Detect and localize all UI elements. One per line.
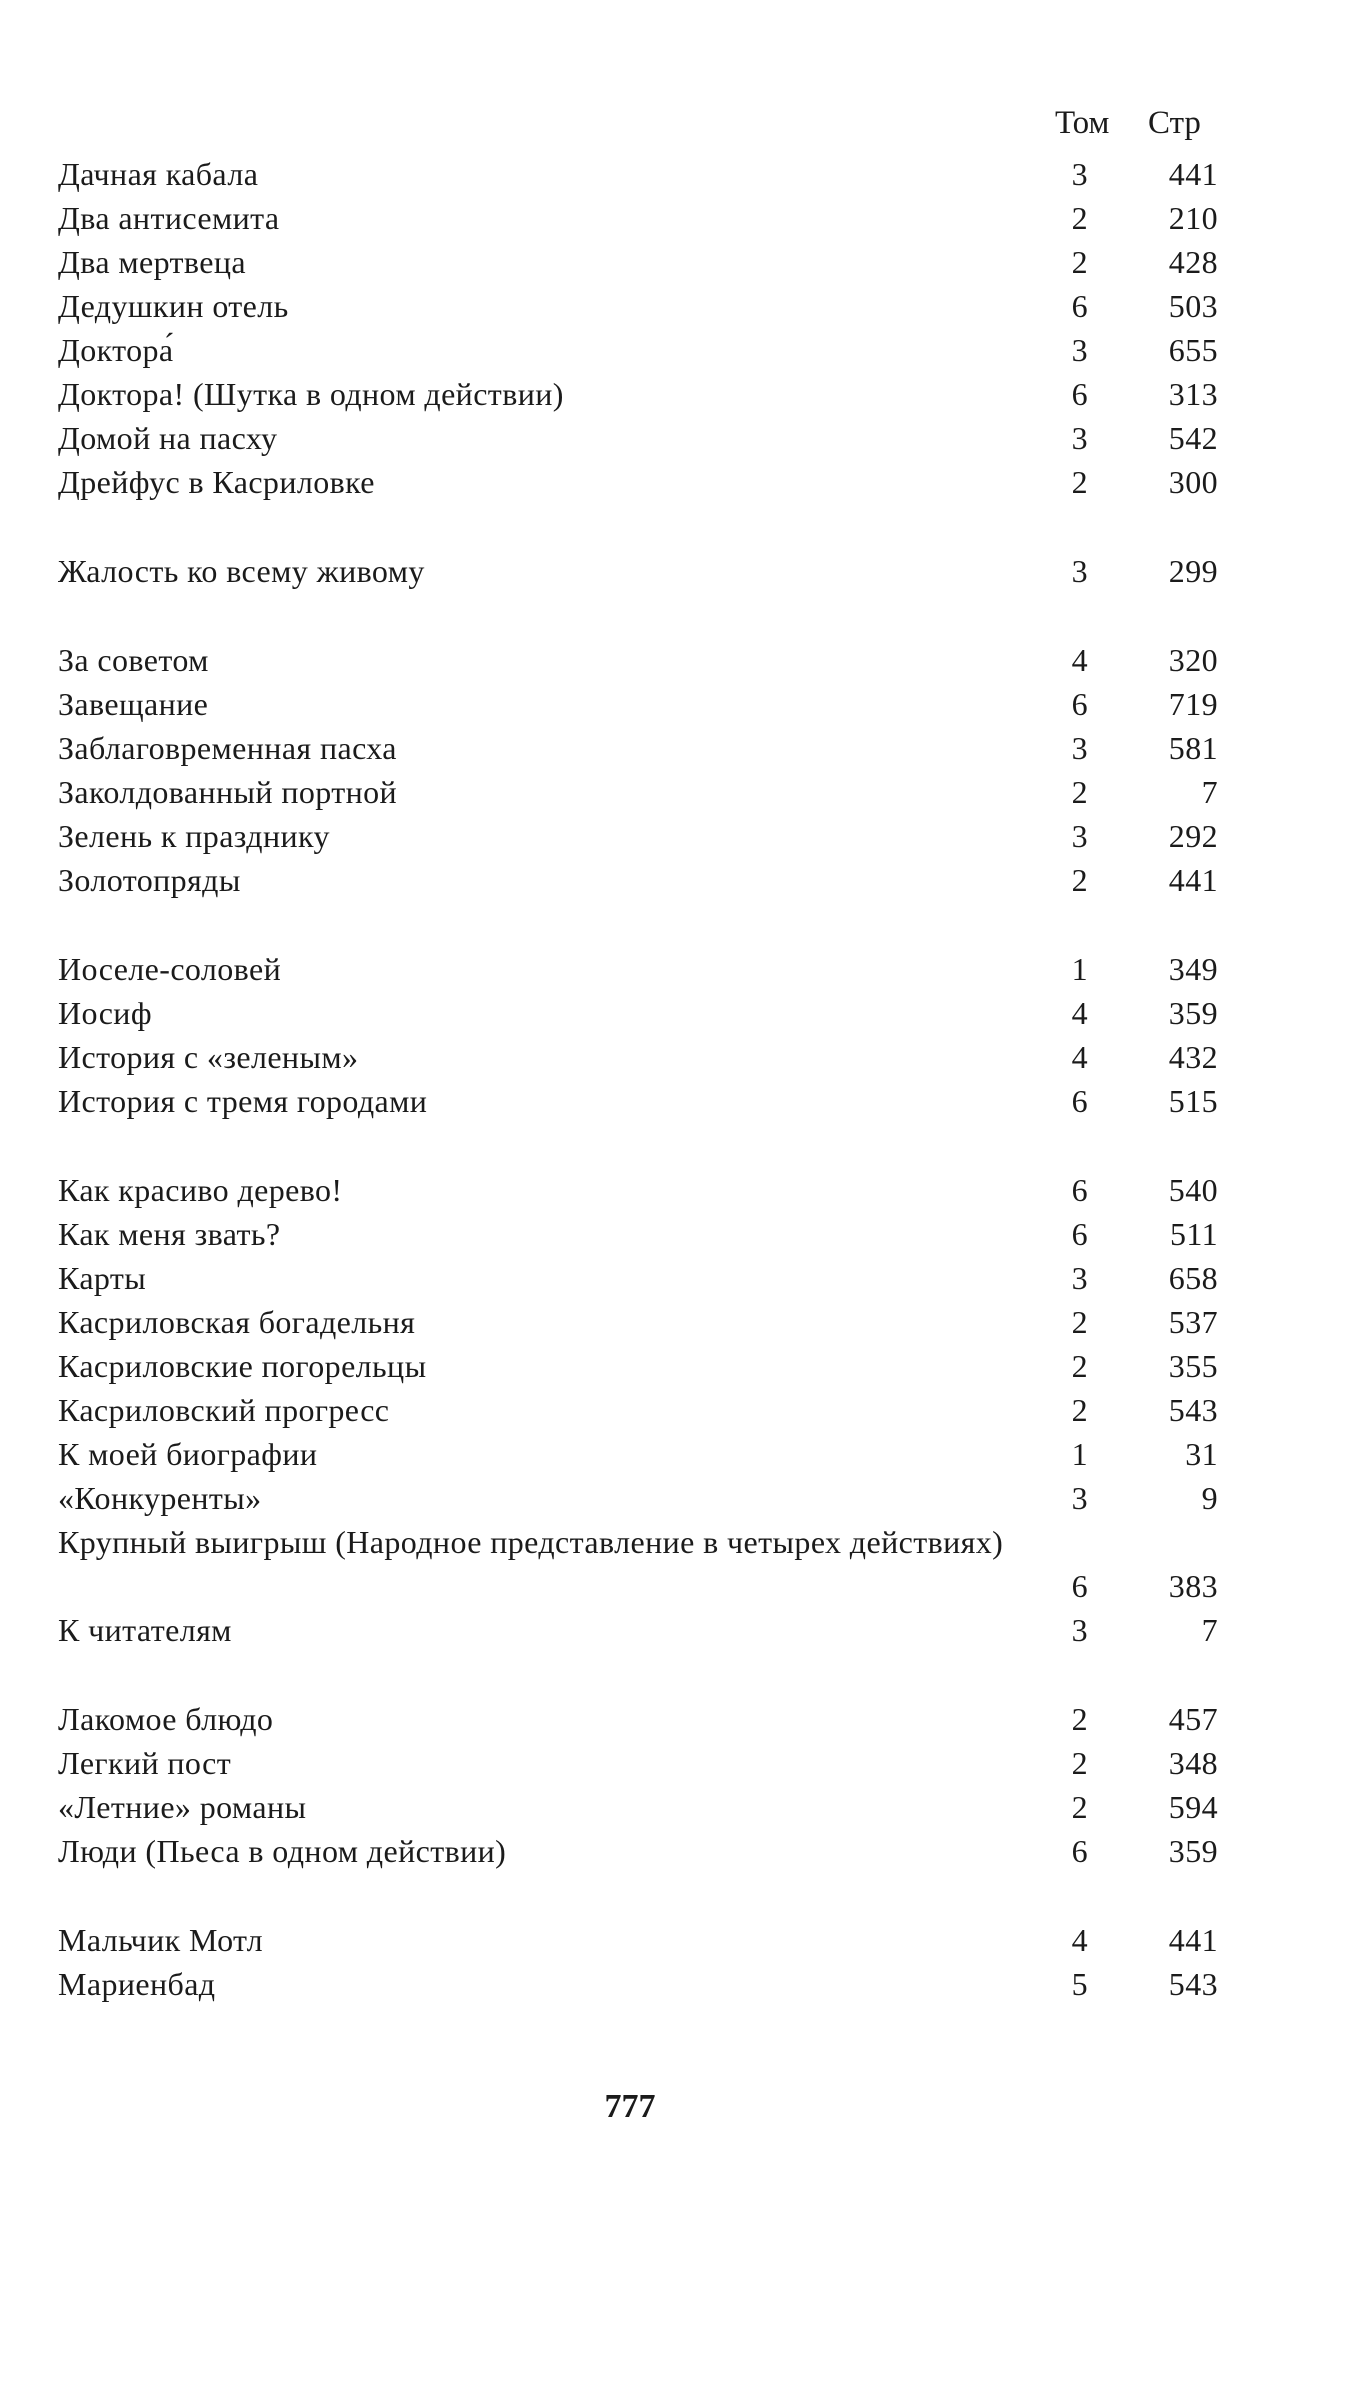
entry-title: Иосиф <box>58 995 152 1031</box>
index-entry <box>58 726 1218 770</box>
entry-volume: 6 <box>1071 288 1088 324</box>
entry-title: Люди (Пьеса в одном действии) <box>58 1833 507 1869</box>
entry-volume: 2 <box>1071 1392 1088 1428</box>
entry-title: К моей биографии <box>58 1436 318 1472</box>
entry-title: Доктора! (Шутка в одном действии) <box>58 376 564 412</box>
index-group <box>58 152 1218 504</box>
index-entry <box>58 1212 1218 1256</box>
entry-title: Заблаговременная пасха <box>58 730 397 766</box>
entry-volume: 2 <box>1071 1348 1088 1384</box>
entry-title: Как красиво дерево! <box>58 1172 343 1208</box>
entry-page: 7 <box>1201 774 1218 810</box>
entry-title: Два мертвеца <box>58 244 246 280</box>
column-header <box>1055 100 1225 146</box>
entry-page: 457 <box>1168 1701 1218 1737</box>
entry-volume: 2 <box>1071 862 1088 898</box>
entry-volume: 6 <box>1071 376 1088 412</box>
entry-title: Завещание <box>58 686 209 722</box>
entry-volume: 2 <box>1071 1789 1088 1825</box>
entry-page: 299 <box>1168 553 1218 589</box>
entry-title: Мариенбад <box>58 1966 216 2002</box>
index-entry <box>58 814 1218 858</box>
index-list <box>58 152 1218 2051</box>
entry-title: Золотопряды <box>58 862 241 898</box>
entry-title: Карты <box>58 1260 147 1296</box>
entry-page: 543 <box>1168 1392 1218 1428</box>
entry-title: Дрейфус в Касриловке <box>58 464 375 500</box>
index-entry <box>58 858 1218 902</box>
entry-page: 719 <box>1168 686 1218 722</box>
entry-page: 515 <box>1168 1083 1218 1119</box>
entry-volume: 3 <box>1071 1480 1088 1516</box>
entry-volume: 6 <box>1071 1172 1088 1208</box>
entry-page: 383 <box>1168 1568 1218 1604</box>
entry-title: Крупный выигрыш (Народное представление в четырех действиях) <box>58 1524 1004 1560</box>
entry-page: 355 <box>1168 1348 1218 1384</box>
entry-title: К читателям <box>58 1612 232 1648</box>
index-entry <box>58 682 1218 726</box>
index-entry <box>58 1829 1218 1873</box>
entry-title: Касриловские погорельцы <box>58 1348 427 1384</box>
entry-title: Доктора́ <box>58 332 174 368</box>
entry-volume: 1 <box>1071 1436 1088 1472</box>
entry-page: 581 <box>1168 730 1218 766</box>
index-group <box>58 549 1218 593</box>
entry-volume: 3 <box>1071 730 1088 766</box>
index-entry <box>58 1608 1218 1652</box>
index-entry <box>58 1079 1218 1123</box>
index-entry <box>58 152 1218 196</box>
entry-volume: 6 <box>1071 1568 1088 1604</box>
entry-title: Заколдованный портной <box>58 774 398 810</box>
entry-volume: 2 <box>1071 464 1088 500</box>
entry-volume: 5 <box>1071 1966 1088 2002</box>
entry-page: 428 <box>1168 244 1218 280</box>
entry-page: 441 <box>1168 156 1218 192</box>
entry-volume: 3 <box>1071 420 1088 456</box>
index-group <box>58 947 1218 1123</box>
index-entry <box>58 1918 1218 1962</box>
entry-title: Дедушкин отель <box>58 288 289 324</box>
index-entry <box>58 1035 1218 1079</box>
index-entry <box>58 328 1218 372</box>
entry-page: 348 <box>1168 1745 1218 1781</box>
index-entry <box>58 284 1218 328</box>
entry-title: Мальчик Мотл <box>58 1922 264 1958</box>
entry-volume: 3 <box>1071 332 1088 368</box>
index-entry <box>58 1256 1218 1300</box>
entry-title: Дачная кабала <box>58 156 259 192</box>
entry-page: 441 <box>1168 862 1218 898</box>
entry-volume: 2 <box>1071 1745 1088 1781</box>
entry-volume: 2 <box>1071 244 1088 280</box>
entry-title: История с тремя городами <box>58 1083 428 1119</box>
entry-title: «Летние» романы <box>58 1789 307 1825</box>
index-entry <box>58 240 1218 284</box>
entry-page: 542 <box>1168 420 1218 456</box>
index-entry <box>58 1388 1218 1432</box>
index-entry <box>58 416 1218 460</box>
entry-volume: 6 <box>1071 686 1088 722</box>
index-entry <box>58 1785 1218 1829</box>
entry-page: 292 <box>1168 818 1218 854</box>
entry-title: Как меня звать? <box>58 1216 281 1252</box>
entry-volume: 1 <box>1071 951 1088 987</box>
index-entry <box>58 991 1218 1035</box>
index-group <box>58 1918 1218 2006</box>
entry-page: 349 <box>1168 951 1218 987</box>
entry-volume: 6 <box>1071 1833 1088 1869</box>
index-entry <box>58 1476 1218 1520</box>
index-entry <box>58 549 1218 593</box>
entry-volume: 6 <box>1071 1216 1088 1252</box>
entry-page: 503 <box>1168 288 1218 324</box>
entry-page: 300 <box>1168 464 1218 500</box>
index-entry <box>58 1962 1218 2006</box>
entry-page: 9 <box>1201 1480 1218 1516</box>
entry-volume: 2 <box>1071 200 1088 236</box>
entry-volume: 4 <box>1071 1039 1088 1075</box>
index-entry <box>58 1168 1218 1212</box>
entry-page: 540 <box>1168 1172 1218 1208</box>
index-entry <box>58 196 1218 240</box>
entry-page: 543 <box>1168 1966 1218 2002</box>
entry-page: 359 <box>1168 1833 1218 1869</box>
entry-page: 441 <box>1168 1922 1218 1958</box>
entry-page: 432 <box>1168 1039 1218 1075</box>
index-entry <box>58 1520 1218 1608</box>
page-number: 777 <box>604 2088 656 2125</box>
entry-page: 210 <box>1168 200 1218 236</box>
entry-volume: 6 <box>1071 1083 1088 1119</box>
entry-title: «Конкуренты» <box>58 1480 262 1516</box>
volume-column-label: Том <box>1055 105 1110 141</box>
entry-volume: 3 <box>1071 156 1088 192</box>
entry-volume: 3 <box>1071 1612 1088 1648</box>
entry-title: История с «зеленым» <box>58 1039 359 1075</box>
entry-volume: 4 <box>1071 995 1088 1031</box>
entry-volume: 2 <box>1071 774 1088 810</box>
entry-title: Касриловская богадельня <box>58 1304 416 1340</box>
entry-page: 359 <box>1168 995 1218 1031</box>
entry-volume: 3 <box>1071 553 1088 589</box>
entry-page: 31 <box>1185 1436 1218 1472</box>
entry-page: 655 <box>1168 332 1218 368</box>
index-entry <box>58 638 1218 682</box>
index-entry <box>58 1300 1218 1344</box>
entry-title: Иоселе-соловей <box>58 951 282 987</box>
entry-volume: 2 <box>1071 1304 1088 1340</box>
entry-page: 594 <box>1168 1789 1218 1825</box>
entry-title: Домой на пасху <box>58 420 278 456</box>
entry-page: 537 <box>1168 1304 1218 1340</box>
entry-title: Легкий пост <box>58 1745 232 1781</box>
entry-page: 313 <box>1168 376 1218 412</box>
entry-volume: 4 <box>1071 1922 1088 1958</box>
entry-title: Два антисемита <box>58 200 280 236</box>
index-group <box>58 1168 1218 1652</box>
index-entry <box>58 460 1218 504</box>
index-entry <box>58 770 1218 814</box>
entry-volume: 4 <box>1071 642 1088 678</box>
index-entry <box>58 1432 1218 1476</box>
index-entry <box>58 372 1218 416</box>
entry-page: 658 <box>1168 1260 1218 1296</box>
entry-page: 511 <box>1169 1216 1218 1252</box>
entry-page: 320 <box>1168 642 1218 678</box>
index-entry <box>58 1741 1218 1785</box>
index-group <box>58 638 1218 902</box>
entry-volume: 3 <box>1071 818 1088 854</box>
index-entry <box>58 1697 1218 1741</box>
entry-title: За советом <box>58 642 209 678</box>
entry-volume: 2 <box>1071 1701 1088 1737</box>
index-group <box>58 1697 1218 1873</box>
entry-title: Жалость ко всему живому <box>58 553 425 589</box>
index-entry <box>58 947 1218 991</box>
index-entry <box>58 1344 1218 1388</box>
entry-title: Зелень к празднику <box>58 818 330 854</box>
entry-volume: 3 <box>1071 1260 1088 1296</box>
page-column-label: Стр <box>1148 105 1201 141</box>
entry-page: 7 <box>1201 1612 1218 1648</box>
entry-title: Лакомое блюдо <box>58 1701 274 1737</box>
entry-title: Касриловский прогресс <box>58 1392 390 1428</box>
